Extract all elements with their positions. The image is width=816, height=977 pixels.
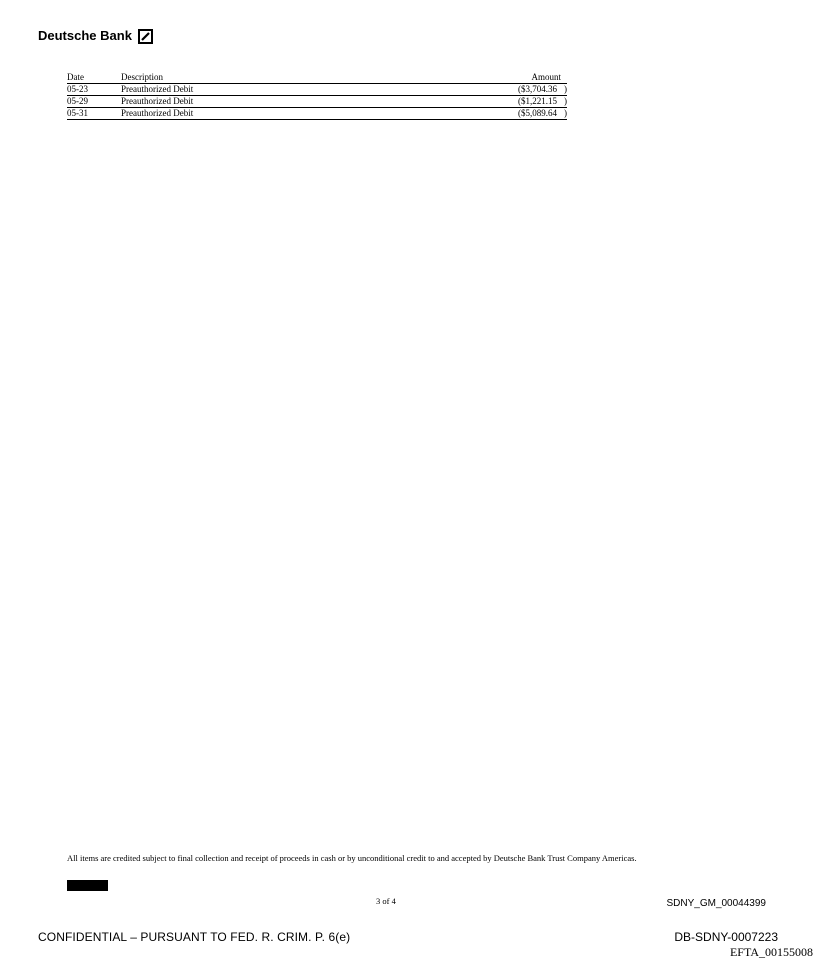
efta-identifier: EFTA_00155008 [729, 945, 813, 959]
deutsche-bank-logo-icon [138, 29, 153, 44]
table-row [67, 108, 567, 120]
credit-disclaimer: All items are credited subject to final collection and receipt of proceeds in cash or by unconditional credit to and accepted by Deutsche Bank Trust Company Americas. [67, 853, 637, 863]
redaction-block [67, 880, 108, 891]
column-header-amount: Amount [531, 72, 561, 82]
row-description: Preauthorized Debit [121, 108, 194, 118]
confidential-notice: CONFIDENTIAL – PURSUANT TO FED. R. CRIM. P. 6(e) [38, 930, 351, 944]
row-description: Preauthorized Debit [121, 96, 194, 106]
row-amount: ($5,089.64 [518, 108, 557, 118]
bates-number-db: DB-SDNY-0007223 [674, 930, 778, 944]
row-amount: ($3,704.36 [518, 84, 557, 94]
row-description: Preauthorized Debit [121, 84, 194, 94]
row-amount-close: ) [564, 96, 567, 106]
row-amount-cell [467, 84, 567, 95]
page-number: 3 of 4 [376, 896, 396, 906]
row-amount-close: ) [564, 108, 567, 118]
row-date: 05-23 [67, 84, 88, 94]
bates-number-sdny-gm: SDNY_GM_00044399 [666, 898, 766, 909]
row-amount: ($1,221.15 [518, 96, 557, 106]
bank-name: Deutsche Bank [38, 28, 132, 43]
bank-brand [38, 27, 153, 45]
transactions-table [67, 73, 567, 120]
row-amount-close: ) [564, 84, 567, 94]
table-row [67, 84, 567, 96]
row-amount-cell [467, 108, 567, 119]
table-header-row [67, 73, 567, 84]
row-amount-cell [467, 96, 567, 107]
row-date: 05-29 [67, 96, 88, 106]
column-header-description: Description [121, 72, 163, 82]
column-header-date: Date [67, 72, 84, 82]
row-date: 05-31 [67, 108, 88, 118]
table-row [67, 96, 567, 108]
